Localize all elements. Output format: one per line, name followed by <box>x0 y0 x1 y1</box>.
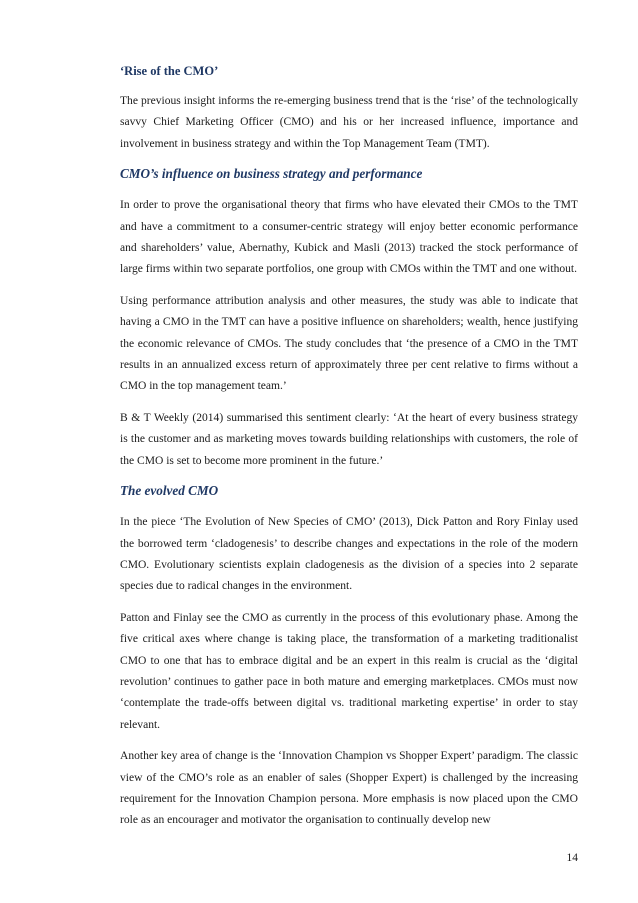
heading-cmo-influence: CMO’s influence on business strategy and performance <box>120 166 423 182</box>
heading-rise-of-the-cmo: ‘Rise of the CMO’ <box>120 64 219 78</box>
page-number: 14 <box>566 852 578 864</box>
page-content <box>120 63 578 842</box>
paragraph-6: Patton and Finlay see the CMO as currently in the process of this evolutionary phase. Among the five critical axes where change is taking place, the transformation of a marketing traditionalist CMO to one that has to embrace digital and be an expert in this realm is crucial as the ‘digital revolution’ continues to gather pace in both mature and emerging marketplaces. CMOs must now ‘contemplate the trade-offs between digital vs. traditional marketing expertise’ in order to stay relevant. <box>120 611 578 731</box>
paragraph-4: B & T Weekly (2014) summarised this sentiment clearly: ‘At the heart of every business strategy is the customer and as marketing moves towards building relationships with customers, the role of the CMO is set to become more prominent in the future.’ <box>120 411 578 467</box>
heading-evolved-cmo: The evolved CMO <box>120 483 219 499</box>
paragraph-2: In order to prove the organisational theory that firms who have elevated their CMOs to the TMT and have a commitment to a consumer-centric strategy will enjoy better economic performance and shareholders’ value, Abernathy, Kubick and Masli (2013) tracked the stock performance of large firms within two separate portfolios, one group with CMOs within the TMT and one without. <box>120 199 578 276</box>
paragraph-3: Using performance attribution analysis and other measures, the study was able to indicate that having a CMO in the TMT can have a positive influence on shareholders; wealth, hence justifying the economic relevance of CMOs. The study concludes that ‘the presence of a CMO in the TMT results in an annualized excess return of approximately three per cent relative to firms without a CMO in the top management team.’ <box>120 294 578 393</box>
paragraph-7: Another key area of change is the ‘Innovation Champion vs Shopper Expert’ paradigm. The classic view of the CMO’s role as an enabler of sales (Shopper Expert) is challenged by the increasing requirement for the Innovation Champion persona. More emphasis is now placed upon the CMO role as an encourager and motivator the organisation to continually develop new <box>120 750 578 827</box>
paragraph-1: The previous insight informs the re-emerging business trend that is the ‘rise’ of the technologically savvy Chief Marketing Officer (CMO) and his or her increased influence, importance and involvement in business strategy and within the Top Management Team (TMT). <box>120 95 578 150</box>
paragraph-5: In the piece ‘The Evolution of New Species of CMO’ (2013), Dick Patton and Rory Finlay used the borrowed term ‘cladogenesis’ to describe changes and expectations in the role of the modern CMO. Evolutionary scientists explain cladogenesis as the division of a species into 2 separate species due to radical changes in the environment. <box>120 516 578 593</box>
